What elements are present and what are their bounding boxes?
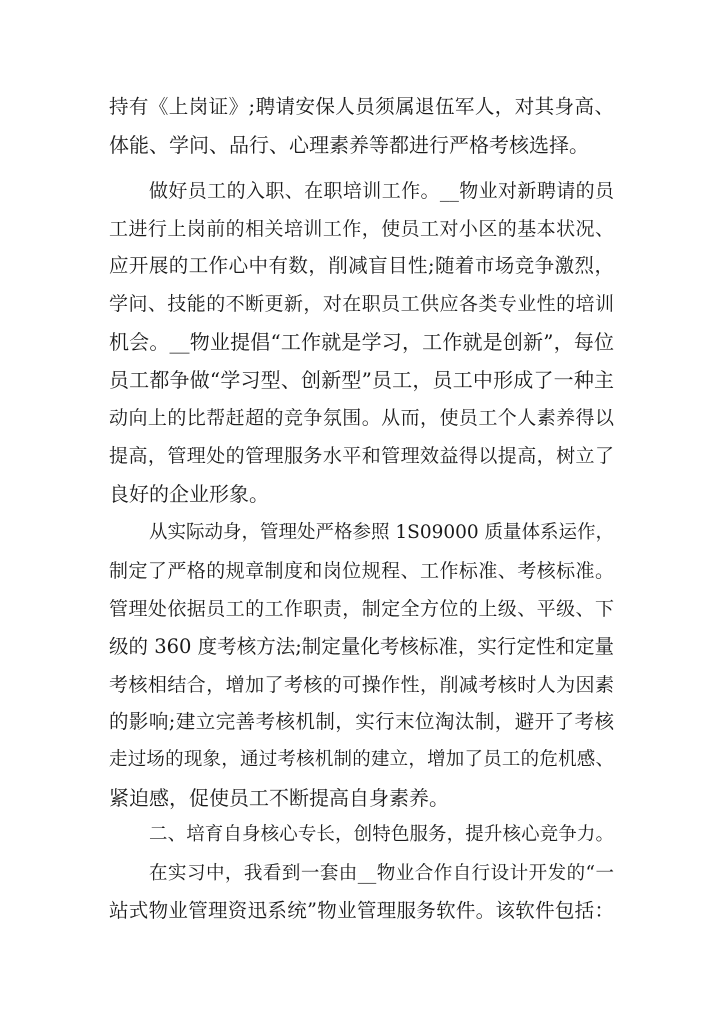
- section-heading: 二、培育自身核心专长，创特色服务，提升核心竞争力。: [149, 824, 614, 845]
- text-line: 考核相结合，增加了考核的可操作性，削减考核时人为因素: [109, 674, 614, 696]
- text-line: 持有《上岗证》;聘请安保人员须属退伍军人，对其身高、: [109, 95, 614, 118]
- text-line: 工进行上岗前的相关培训工作，使员工对小区的基本状况、: [109, 218, 614, 240]
- text-line: 体能、学问、品行、心理素养等都进行严格考核选择。: [109, 133, 589, 157]
- text-line: 制定了严格的规章制度和岗位规程、工作标准、考核标准。: [109, 560, 614, 582]
- paragraph-start-line: 做好员工的入职、在职培训工作。__物业对新聘请的员: [149, 180, 614, 202]
- text-line: 学问、技能的不断更新，对在职员工供应各类专业性的培训: [109, 293, 614, 315]
- text-line: 动向上的比帮赶超的竞争氛围。从而，使员工个人素养得以: [109, 407, 614, 429]
- text-line: 管理处依据员工的工作职责，制定全方位的上级、平级、下: [109, 598, 614, 620]
- text-line: 级的 360 度考核方法;制定量化考核标准，实行定性和定量: [109, 635, 614, 658]
- text-line: 提高，管理处的管理服务水平和管理效益得以提高，树立了: [109, 445, 614, 467]
- text-line: 的影响;建立完善考核机制，实行末位淘汰制，避开了考核: [109, 710, 614, 733]
- text-line: 站式物业管理资迅系统”物业管理服务软件。该软件包括：: [109, 899, 614, 922]
- paragraph-start-line: 在实习中，我看到一套由__物业合作自行设计开发的“一: [149, 863, 614, 884]
- text-line: 紧迫感，促使员工不断提高自身素养。: [109, 786, 449, 810]
- text-line: 机会。__物业提倡“工作就是学习，工作就是创新”，每位: [109, 330, 614, 354]
- text-line: 应开展的工作心中有数，削减盲目性;随着市场竞争激烈，: [109, 254, 614, 277]
- text-line: 员工都争做“学习型、创新型”员工，员工中形成了一种主: [109, 368, 614, 392]
- paragraph-start-line: 从实际动身，管理处严格参照 1S09000 质量体系运作，: [149, 522, 615, 543]
- text-line: 良好的企业形象。: [109, 482, 269, 506]
- text-line: 走过场的现象，通过考核机制的建立，增加了员工的危机感、: [109, 749, 614, 770]
